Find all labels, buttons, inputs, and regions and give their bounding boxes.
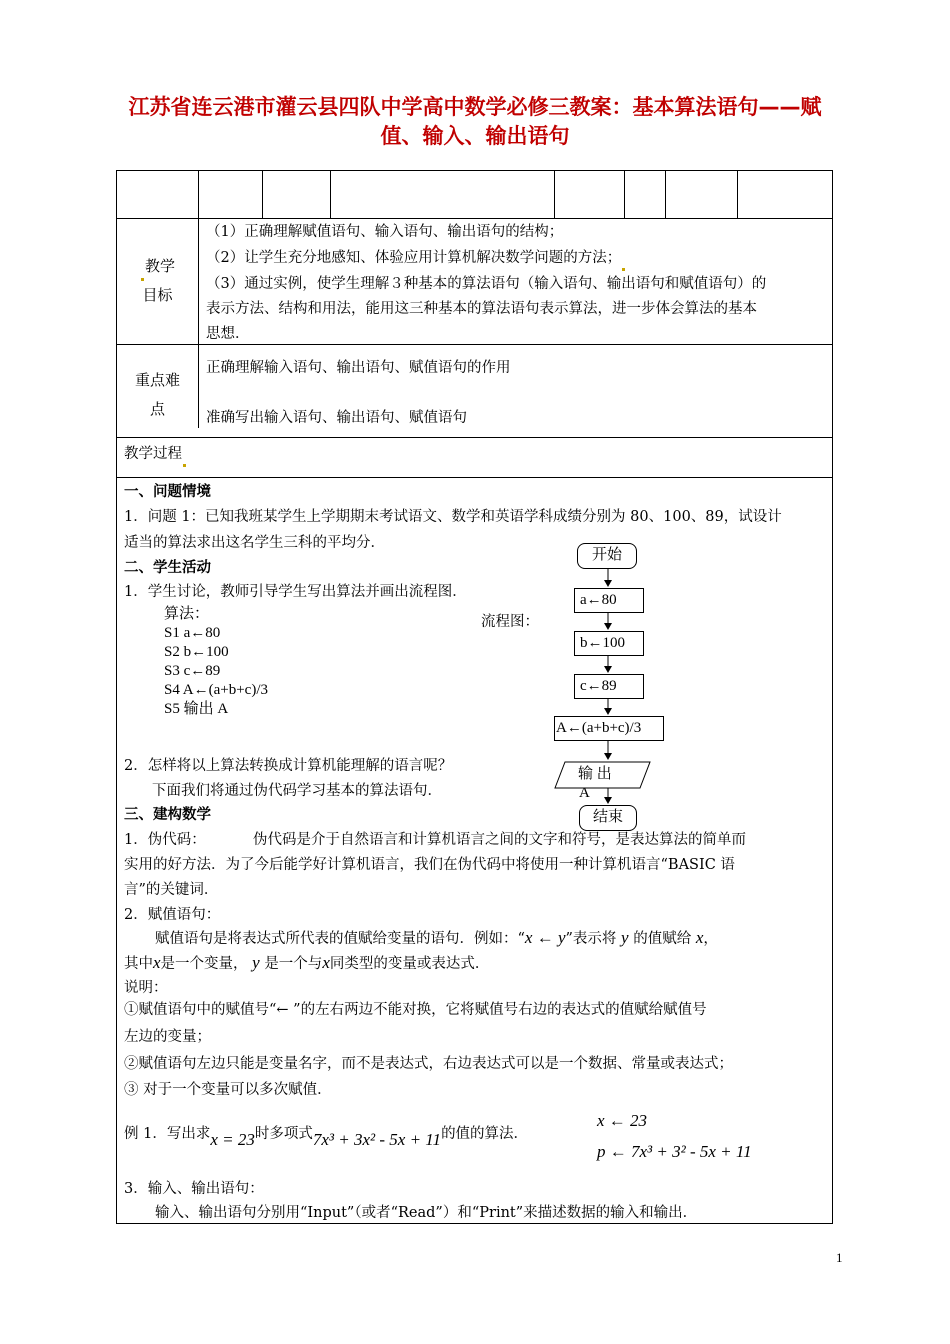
section2-question2: 2．怎样将以上算法转换成计算机能理解的语言呢？ xyxy=(124,758,453,774)
section3-heading: 三、建构数学 xyxy=(124,807,211,823)
algorithm-title: 算法： xyxy=(164,606,210,622)
keypoint-2: 准确写出输入语句、输出语句、赋值语句 xyxy=(206,410,467,426)
section2-line1: 1．学生讨论，教师引导学生写出算法并画出流程图． xyxy=(124,584,467,600)
flowchart-box-c: c←89 xyxy=(574,674,644,699)
example-answer-line2: p ← 7x³ + 3² - 5x + 11 xyxy=(597,1142,752,1161)
objective-1: （1）正确理解赋值语句、输入语句、输出语句的结构； xyxy=(206,224,564,240)
assignment-text: 赋值语句是将表达式所代表的值赋给变量的语句．例如：“x ← y”表示将 y 的值赋给 x， xyxy=(155,928,718,947)
pseudocode-text: 伪代码是介于自然语言和计算机语言之间的文字和符号，是表达算法的简单而 xyxy=(253,832,746,848)
keypoints-label: 重点难 点 xyxy=(134,371,180,418)
section1-heading: 一、问题情境 xyxy=(124,484,211,500)
note-3: ③ 对于一个变量可以多次赋值． xyxy=(124,1082,332,1098)
algorithm-step: S4 A←(a+b+c)/3 xyxy=(164,682,268,698)
flowchart-box-avg: A←(a+b+c)/3 xyxy=(554,716,664,741)
algorithm-step: S2 b←100 xyxy=(164,644,229,660)
algorithm-step: S1 a←80 xyxy=(164,625,221,641)
pseudocode-text-end: 言”的关键词． xyxy=(124,882,219,898)
flowchart-label: 流程图： xyxy=(481,614,539,630)
io-text: 输入、输出语句分别用“Input”（或者“Read”）和“Print”来描述数据的输入和输出． xyxy=(155,1205,698,1221)
note-label: 说明： xyxy=(124,980,168,996)
example-answer-line1: x ← 23 xyxy=(597,1111,648,1130)
io-label: 3．输入、输出语句： xyxy=(124,1181,264,1197)
section2-heading: 二、学生活动 xyxy=(124,560,211,576)
flowchart-output-var: A xyxy=(579,785,590,801)
title-line-1: 江苏省连云港市灌云县四队中学高中数学必修三教案：基本算法语句——赋 xyxy=(128,95,822,119)
objective-2: （2）让学生充分地感知、体验应用计算机解决数学问题的方法； xyxy=(206,245,626,271)
objective-3: （3）通过实例，使学生理解３种基本的算法语句（输入语句、输出语句和赋值语句）的 xyxy=(206,276,767,292)
section1-line2: 适当的算法求出这名学生三科的平均分． xyxy=(124,535,385,551)
section2-question2-cont: 下面我们将通过伪代码学习基本的算法语句． xyxy=(152,783,442,799)
assignment-text-cont: 其中x是一个变量， y 是一个与x同类型的变量或表达式． xyxy=(124,953,490,972)
objective-3-end: 思想． xyxy=(206,326,250,342)
process-label: 教学过程 xyxy=(124,441,187,467)
flowchart-start: 开始 xyxy=(577,543,637,569)
objective-3-cont: 表示方法、结构和用法，能用这三种基本的算法语句表示算法，进一步体会算法的基本 xyxy=(206,301,757,317)
flowchart-box-b: b←100 xyxy=(574,631,644,656)
pseudocode-text-cont: 实用的好方法．为了今后能学好计算机语言，我们在伪代码中将使用一种计算机语言“BASIC 语 xyxy=(124,857,735,873)
keypoint-1: 正确理解输入语句、输出语句、赋值语句的作用 xyxy=(206,360,511,376)
objectives-label: 教学 目标 xyxy=(142,257,175,304)
note-1-cont: 左边的变量； xyxy=(124,1029,211,1045)
algorithm-step: S3 c←89 xyxy=(164,663,221,679)
note-1: ①赋值语句中的赋值号“← ”的左右两边不能对换，它将赋值号右边的表达式的值赋给赋值号 xyxy=(124,1002,707,1018)
note-2: ②赋值语句左边只能是变量名字，而不是表达式，右边表达式可以是一个数据、常量或表达式； xyxy=(124,1056,733,1072)
title-line-2: 值、输入、输出语句 xyxy=(380,124,570,148)
algorithm-step: S5 输出 A xyxy=(164,701,229,717)
flowchart-end: 结束 xyxy=(579,805,637,831)
flowchart-output-label: 输 出 xyxy=(578,766,612,782)
flowchart-box-a: a←80 xyxy=(574,588,644,613)
page-number: 1 xyxy=(836,1250,843,1265)
example-1: 例 1．写出求x = 23时多项式7x³ + 3x² - 5x + 11的值的算法． xyxy=(124,1126,529,1149)
assignment-label: 2．赋值语句： xyxy=(124,907,221,923)
pseudocode-label: 1．伪代码： xyxy=(124,832,206,848)
section1-line1: 1．问题 1：已知我班某学生上学期期末考试语文、数学和英语学科成绩分别为 80、100、89，试设计 xyxy=(124,509,782,525)
